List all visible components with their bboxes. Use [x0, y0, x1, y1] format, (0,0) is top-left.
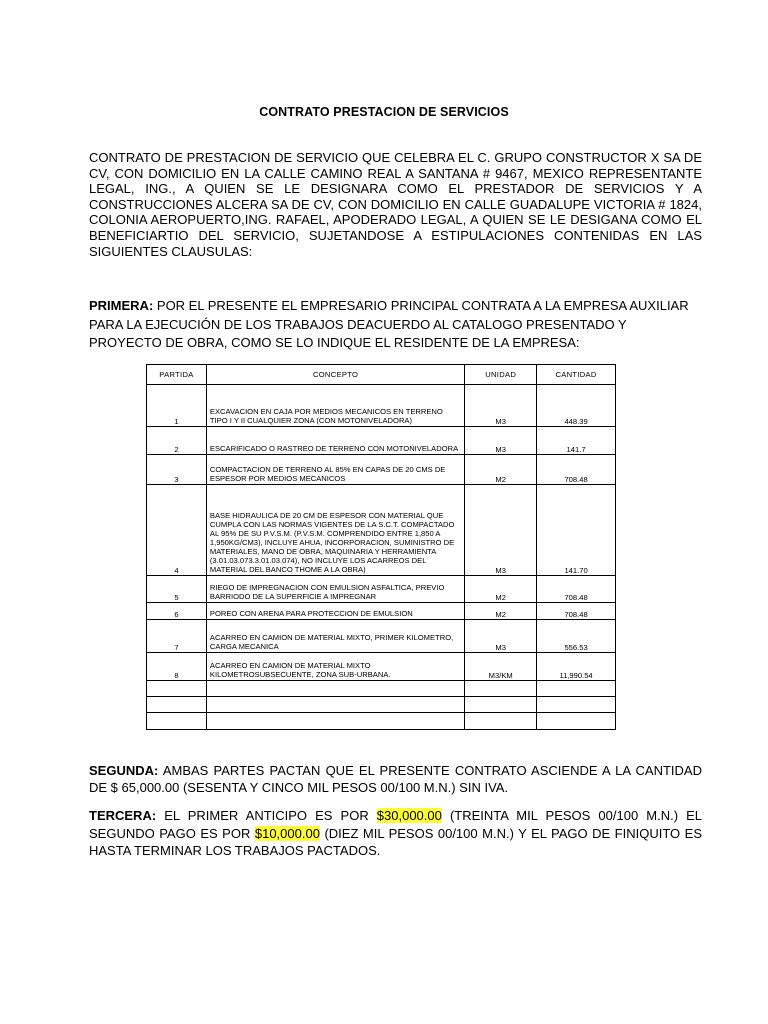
cell-partida: 2: [147, 427, 207, 455]
table-row: [147, 653, 616, 681]
cell-unidad: [465, 681, 537, 697]
table-row-empty: [147, 697, 616, 713]
cell-cantidad: 11,990.54: [537, 653, 616, 681]
cell-partida: 3: [147, 455, 207, 485]
clause-primera-text: POR EL PRESENTE EL EMPRESARIO PRINCIPAL CONTRATA A LA EMPRESA AUXILIAR PARA LA EJECUCIÓN DE LOS TRABAJOS DEACUERDO AL CATALOGO PRESENTADO Y PROYECTO DE OBRA, COMO SE LO INDIQUE EL RESIDENTE DE LA EMPRESA:: [89, 298, 689, 350]
cell-unidad: M3: [465, 385, 537, 427]
clause-tercera-lead: TERCERA:: [89, 808, 157, 823]
table-row: [147, 427, 616, 455]
cell-unidad: M3: [465, 427, 537, 455]
document-title: CONTRATO PRESTACION DE SERVICIOS: [259, 105, 509, 119]
table-header-row: [147, 365, 616, 385]
cell-concepto: BASE HIDRAULICA DE 20 CM DE ESPESOR CON MATERIAL QUE CUMPLA CON LAS NORMAS VIGENTES DE LA S.C.T. COMPACTADO AL 95% DE SU P.V.S.M. (P.V.S.M. COMPRENDIDO ENTRE 1,850 A 1,950KG/CM3), INCLUYE AHUA, INCORPORACION, SUMINISTRO DE MATERIALES, MANO DE OBRA, MAQUINARIA Y HERRAMIENTA (3.01.03.073.3.01.03.074), NO INCLUYE LOS ACARREOS DEL MATERIAL DEL BANCO THOME A LA OBRA): [206, 485, 464, 576]
highlighted-amount-1: $30,000.00: [376, 808, 442, 823]
cell-partida: 8: [147, 653, 207, 681]
cell-cantidad: 448.39: [537, 385, 616, 427]
cell-concepto: ACARREO EN CAMION DE MATERIAL MIXTO KILOMETROSUBSECUENTE, ZONA SUB-URBANA.: [206, 653, 464, 681]
cell-unidad: M2: [465, 576, 537, 603]
cell-cantidad: 556.53: [537, 620, 616, 653]
cell-cantidad: 708.48: [537, 576, 616, 603]
cell-concepto: [206, 713, 464, 730]
table-row-empty: [147, 681, 616, 697]
cell-concepto: RIEGO DE IMPREGNACION CON EMULSION ASFALTICA, PREVIO BARRIODO DE LA SUPERFICIE A IMPREGNAR: [206, 576, 464, 603]
cell-partida: 1: [147, 385, 207, 427]
concept-table: [146, 364, 616, 730]
cell-cantidad: 141.70: [537, 485, 616, 576]
cell-partida: [147, 681, 207, 697]
cell-concepto: [206, 697, 464, 713]
cell-unidad: [465, 713, 537, 730]
cell-unidad: [465, 697, 537, 713]
clause-tercera-text-3: (DIEZ MIL PESOS 00/100 M.N.) Y EL PAGO DE FINIQUITO ES HASTA TERMINAR LOS TRABAJOS PACTADOS.: [89, 825, 703, 858]
clause-tercera-text-2: (TREINTA MIL PESOS 00/100 M.N.) EL SEGUNDO PAGO ES POR: [89, 808, 702, 841]
cell-unidad: M3: [465, 485, 537, 576]
header-cantidad: CANTIDAD: [537, 365, 616, 385]
cell-cantidad: 708.48: [537, 455, 616, 485]
cell-concepto: POREO CON ARENA PARA PROTECCION DE EMULSION: [206, 603, 464, 620]
clause-primera-lead: PRIMERA:: [89, 298, 154, 313]
clause-tercera-text-1: EL PRIMER ANTICIPO ES POR: [156, 808, 377, 823]
clause-segunda: [89, 762, 702, 796]
table-row: [147, 485, 616, 576]
cell-unidad: M3: [465, 620, 537, 653]
cell-concepto: COMPACTACION DE TERRENO AL 85% EN CAPAS DE 20 CMS DE ESPESOR POR MEDIOS MECANICOS: [206, 455, 464, 485]
cell-concepto: ACARREO EN CAMION DE MATERIAL MIXTO, PRIMER KILOMETRO, CARGA MECANICA: [206, 620, 464, 653]
table-row: [147, 576, 616, 603]
cell-concepto: EXCAVACION EN CAJA POR MEDIOS MECANICOS EN TERRENO TIPO I Y II CUALQUIER ZONA (CON MOTONIVELADORA): [206, 385, 464, 427]
header-unidad: UNIDAD: [465, 365, 537, 385]
header-partida: PARTIDA: [147, 365, 207, 385]
cell-partida: 7: [147, 620, 207, 653]
table-row: [147, 385, 616, 427]
cell-partida: [147, 697, 207, 713]
table-row: [147, 603, 616, 620]
highlighted-amount-2: $10,000.00: [254, 825, 320, 841]
cell-cantidad: 708.48: [537, 603, 616, 620]
table-row-empty: [147, 713, 616, 730]
cell-concepto: ESCARIFICADO O RASTREO DE TERRENO CON MOTONIVELADORA: [206, 427, 464, 455]
clause-segunda-text: AMBAS PARTES PACTAN QUE EL PRESENTE CONTRATO ASCIENDE A LA CANTIDAD DE $ 65,000.00 (SESENTA Y CINCO MIL PESOS 00/100 M.N.) SIN IVA.: [89, 763, 702, 795]
clause-tercera: [89, 807, 702, 860]
cell-unidad: M3/KM: [465, 653, 537, 681]
cell-unidad: M2: [465, 455, 537, 485]
cell-unidad: M2: [465, 603, 537, 620]
cell-partida: 6: [147, 603, 207, 620]
cell-partida: 4: [147, 485, 207, 576]
cell-cantidad: 141.7: [537, 427, 616, 455]
cell-partida: 5: [147, 576, 207, 603]
intro-paragraph: CONTRATO DE PRESTACION DE SERVICIO QUE CELEBRA EL C. GRUPO CONSTRUCTOR X SA DE CV, CON DOMICILIO EN LA CALLE CAMINO REAL A SANTANA # 9467, MEXICO REPRESENTANTE LEGAL, ING., A QUIEN SE LE DESIGNARA COMO EL PRESTADOR DE SERVICIOS Y A CONSTRUCCIONES ALCERA SA DE CV, CON DOMICILIO EN CALLE GUADALUPE VICTORIA # 1824, COLONIA AEROPUERTO,ING. RAFAEL, APODERADO LEGAL, A QUIEN SE LE DESIGANA COMO EL BENEFICIARTIO DEL SERVICIO, SUJETANDOSE A ESTIPULACIONES CONTENIDAS EN LAS SIGUIENTES CLAUSULAS:: [89, 150, 702, 259]
header-concepto: CONCEPTO: [206, 365, 464, 385]
table-row: [147, 455, 616, 485]
clause-primera: [89, 297, 702, 353]
table-row: [147, 620, 616, 653]
cell-cantidad: [537, 713, 616, 730]
cell-cantidad: [537, 697, 616, 713]
cell-concepto: [206, 681, 464, 697]
clause-segunda-lead: SEGUNDA:: [89, 763, 159, 778]
cell-partida: [147, 713, 207, 730]
cell-cantidad: [537, 681, 616, 697]
